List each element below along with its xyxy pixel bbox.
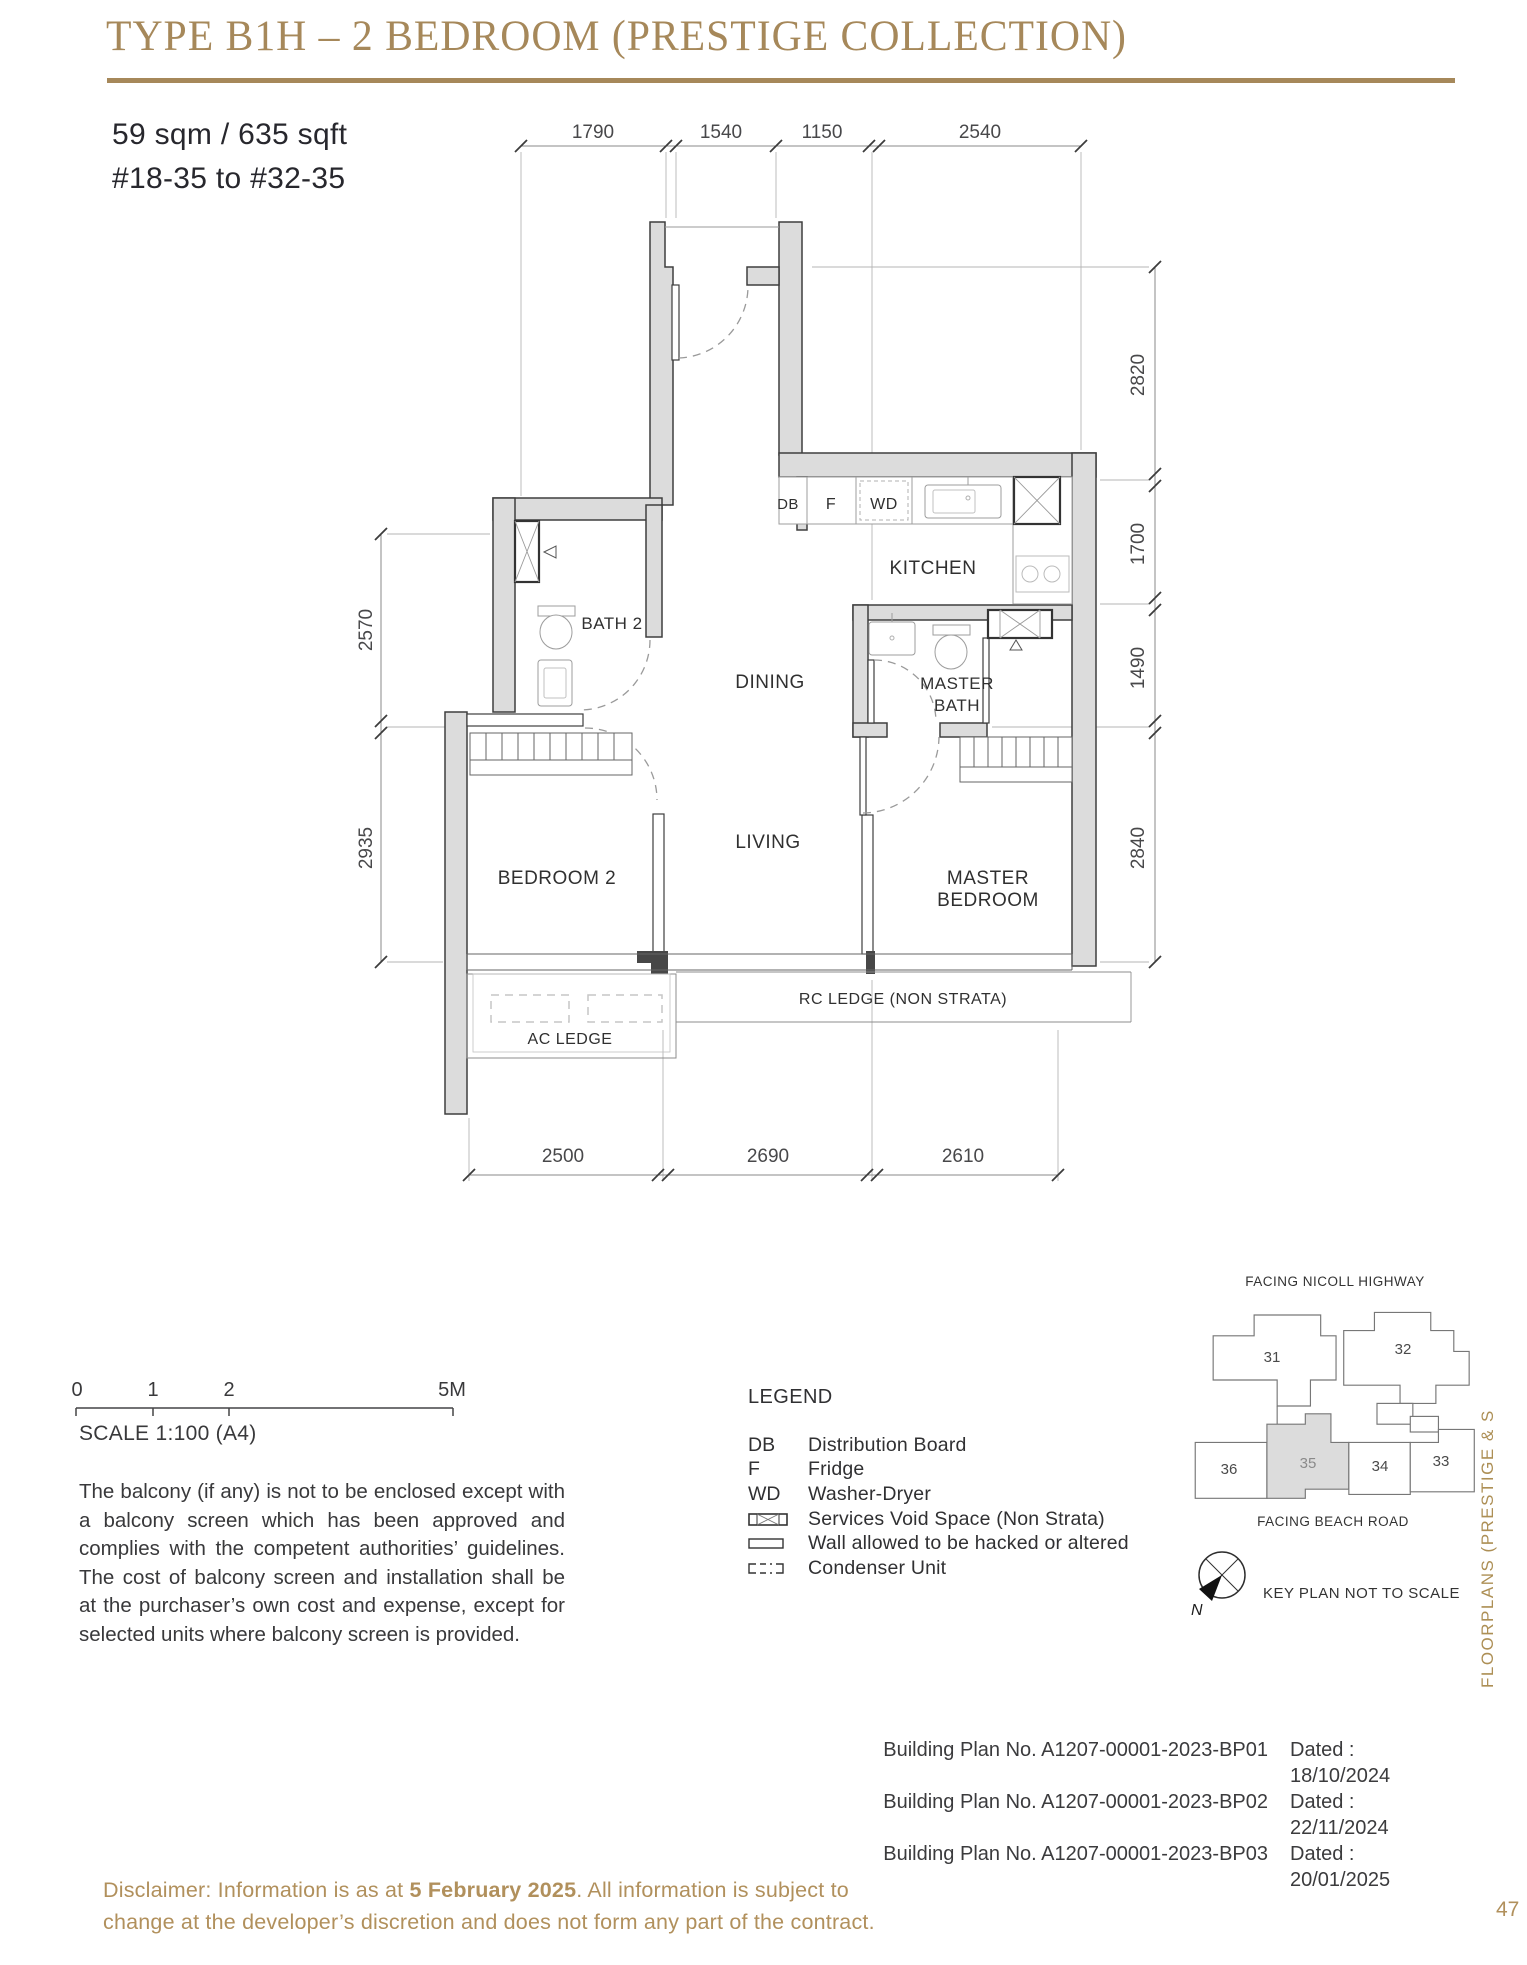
key-plan [1185,1270,1485,1540]
bath2-left-wall [493,498,515,712]
kitchen-drain [966,496,970,500]
scale-bar-line [76,1408,453,1416]
bath2-right-wall [646,505,662,637]
condenser-icon [748,1561,788,1576]
label-master-bath-1: MASTER [920,674,994,693]
dim-right-2820: 2820 [1128,353,1149,397]
dim-right-1700: 1700 [1128,522,1149,566]
kitchen-top-wall [779,453,1096,477]
keyplan-note: KEY PLAN NOT TO SCALE [1263,1585,1460,1602]
unit-stack-range: #18-35 to #32-35 [112,162,346,195]
keyplan-unit-32: 32 [1394,1341,1412,1358]
bath2-top-wall [493,498,662,520]
keyplan-facing-top: FACING NICOLL HIGHWAY [1245,1274,1425,1289]
page-title: TYPE B1H – 2 BEDROOM (PRESTIGE COLLECTION) [106,13,1127,60]
legend-row-fridge [748,1458,1168,1483]
legend-label-db: Distribution Board [808,1433,967,1456]
legend-row-wall-hack [748,1531,1168,1556]
entry-left-wall [650,222,673,505]
dim-bottom-2610: 2610 [941,1146,985,1167]
living-master-divider [862,815,873,954]
wardrobes [470,733,1072,782]
dim-bottom-2690: 2690 [746,1146,790,1167]
floorplan-drawing [330,95,1260,1395]
master-bath-left-wall [853,605,868,737]
dim-top-1150: 1150 [801,122,843,143]
keyplan-facing-bottom: FACING BEACH ROAD [1257,1514,1409,1529]
legend-label-fridge: Fridge [808,1458,865,1481]
label-rc-ledge: RC LEDGE (NON STRATA) [798,991,1008,1008]
condenser-unit-1 [491,995,569,1022]
master-toilet-bowl [935,635,967,669]
label-master-bedroom-2: BEDROOM [937,890,1039,911]
kitchen-sink-bowl [933,490,975,513]
entry-door-jamb [747,267,779,285]
dim-left-2570: 2570 [356,608,377,652]
dim-left-2935: 2935 [356,826,377,870]
building-plan-date: Dated : 20/01/2025 [1290,1843,1391,1891]
side-section-label: FLOORPLANS (PRESTIGE & S [1478,1409,1497,1688]
entry-door-leaf [672,285,679,360]
legend [748,1386,1168,1581]
compass-block [1185,1545,1515,1620]
marker-triangle-bath2 [544,546,556,558]
building-plan-date: Dated : 18/10/2024 [1290,1739,1391,1787]
scale-caption: SCALE 1:100 (A4) [79,1422,257,1445]
bath2-bottom-wall [467,714,583,726]
label-master-bath-2: BATH [933,696,981,715]
legend-label-services-void: Services Void Space (Non Strata) [808,1507,1105,1530]
legend-row-condenser [748,1556,1168,1581]
keyplan-mid-block-b [1410,1416,1438,1432]
label-master-bedroom-1: MASTER [946,868,1030,889]
building-plan-row [870,1841,1450,1893]
master-bath-bottom-wall-b [940,723,987,737]
label-living: LIVING [735,832,801,853]
marker-triangle-master [1010,640,1022,650]
balcony-note: The balcony (if any) is not to be enclosed except with a balcony screen which has been approved and complies with the competent authorities’ guidelines. The cost of balcony screen and installation shall be at the purchaser’s own cost and expense, except for selected units where balcony screen is provided. [79,1480,565,1646]
scale-bar [60,1380,500,1426]
master-bath-door-leaf [868,660,874,723]
building-plan-date: Dated : 22/11/2024 [1290,1791,1389,1839]
dim-top-1790: 1790 [571,122,615,143]
keyplan-unit-31: 31 [1263,1349,1281,1366]
legend-label-wd: Washer-Dryer [808,1482,932,1505]
building-plan-row [870,1789,1450,1841]
scale-tick-5m: 5M [438,1380,466,1401]
legend-row-wd [748,1482,1168,1507]
master-bath-bottom-wall-a [853,723,887,737]
label-bath2: BATH 2 [581,614,643,633]
bedroom2-living-divider [653,814,664,954]
master-toilet-tank [933,625,970,635]
right-outer-wall [1072,453,1096,966]
bath2-toilet-tank [538,606,575,616]
label-dining: DINING [735,672,805,693]
keyplan-unit-35: 35 [1299,1455,1317,1472]
keyplan-unit-34: 34 [1371,1458,1389,1475]
legend-row-services-void [748,1507,1168,1532]
scale-tick-2: 2 [223,1380,235,1401]
label-ac-ledge: AC LEDGE [527,1031,613,1048]
bath2-toilet-bowl [540,615,572,649]
keyplan-unit-33: 33 [1432,1453,1450,1470]
master-bath-drain [890,636,894,640]
footer-disclaimer [103,1874,875,1938]
disclaimer-date: 5 February 2025 [409,1878,577,1902]
left-outer-wall [445,712,467,1114]
gold-divider-rule [107,78,1455,83]
master-bedroom-door-arc [863,737,939,813]
hob-burner-2 [1044,566,1060,582]
dim-right-2840: 2840 [1128,826,1149,870]
keyplan-unit-36: 36 [1220,1461,1238,1478]
page-number: 47 [1496,1898,1520,1921]
building-plan-no: Building Plan No. A1207-00001-2023-BP01 [883,1739,1268,1761]
scale-tick-0: 0 [71,1380,83,1401]
legend-label-wall-hack: Wall allowed to be hacked or altered [808,1532,1129,1555]
dim-right-1490: 1490 [1128,646,1149,690]
label-wd: WD [870,496,898,513]
unit-area: 59 sqm / 635 sqft [112,118,348,151]
building-plan-no: Building Plan No. A1207-00001-2023-BP02 [883,1791,1268,1813]
label-fridge: F [825,496,837,513]
windows [467,954,1072,970]
legend-row-db [748,1433,1168,1458]
services-void-icon [748,1512,788,1527]
building-plan-row [870,1737,1450,1789]
legend-key-wd: WD [748,1482,781,1505]
scale-bar-ticks-labels [71,1380,465,1401]
disclaimer-line2: change at the developer’s discretion and does not form any part of the contract. [103,1910,875,1934]
building-plans [870,1737,1450,1893]
scale-tick-1: 1 [147,1380,159,1401]
wall-hack-icon [748,1536,788,1551]
master-bedroom-door-leaf [860,737,866,815]
keyplan-mid-block-a [1377,1403,1413,1424]
dim-bottom-2500: 2500 [541,1146,585,1167]
entry-door-arc [679,287,748,358]
legend-key-fridge: F [748,1458,760,1481]
building-plan-no: Building Plan No. A1207-00001-2023-BP03 [883,1843,1268,1865]
legend-key-db: DB [748,1433,776,1456]
bedroom2-wardrobe [470,733,632,775]
label-bedroom2: BEDROOM 2 [497,868,617,889]
entry-right-wall [779,222,802,455]
condenser-unit-2 [588,995,662,1022]
disclaimer-prefix: Disclaimer: Information is as at [103,1878,410,1902]
bath2-door-arc [580,640,650,710]
legend-label-condenser: Condenser Unit [808,1556,947,1579]
north-compass-icon [1199,1552,1245,1601]
label-db: DB [777,496,799,513]
compass-north-label: N [1191,1602,1203,1619]
dim-top-2540: 2540 [958,122,1002,143]
hob-burner-1 [1022,566,1038,582]
label-kitchen: KITCHEN [889,558,977,579]
dim-top-1540: 1540 [699,122,743,143]
bath2-sink-bowl [544,668,566,698]
legend-title: LEGEND [748,1386,833,1408]
disclaimer-rest: . All information is subject to [576,1878,849,1902]
